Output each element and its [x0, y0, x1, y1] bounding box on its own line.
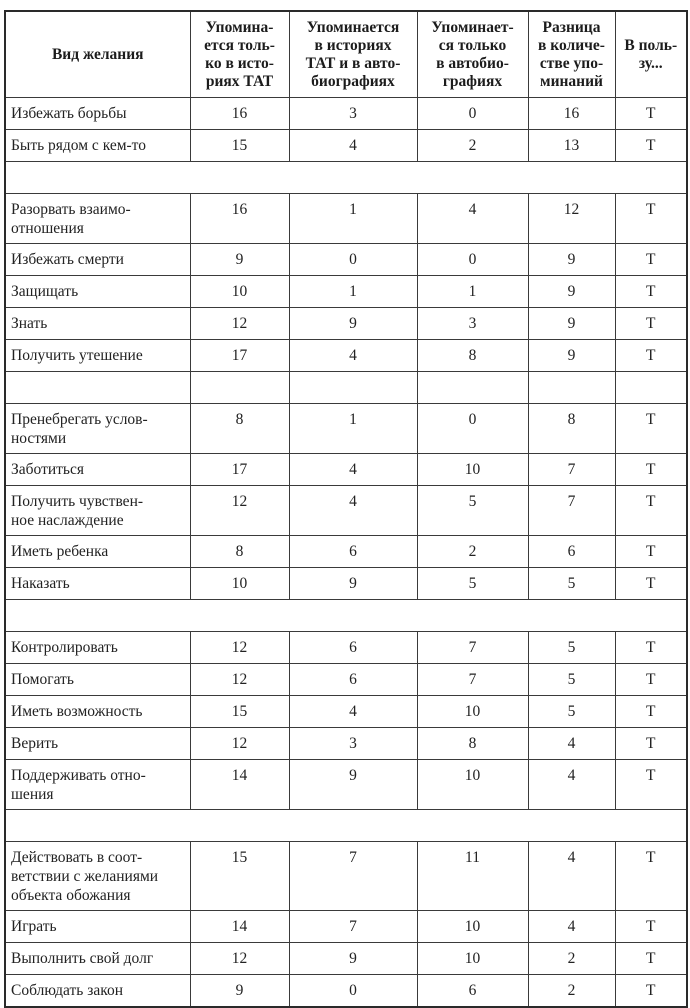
- cell-difference: 9: [528, 244, 615, 276]
- cell-tat-and-autobio: 9: [289, 308, 417, 340]
- cell-autobio-only: 10: [417, 760, 528, 810]
- cell-in-favor: Т: [615, 486, 687, 536]
- table-row: [5, 842, 687, 911]
- empty-cell: [417, 372, 528, 404]
- cell-tat-and-autobio: 9: [289, 760, 417, 810]
- cell-autobio-only: 8: [417, 728, 528, 760]
- empty-cell: [615, 372, 687, 404]
- cell-tat-and-autobio: 4: [289, 340, 417, 372]
- table-row: [5, 130, 687, 162]
- cell-difference: 13: [528, 130, 615, 162]
- header-line: ТАТ и в авто-: [305, 54, 401, 72]
- header-tat-only: [190, 11, 289, 98]
- header-line: минаний: [540, 72, 603, 90]
- group-separator-row: [5, 372, 687, 404]
- cell-difference: 9: [528, 276, 615, 308]
- header-line: В поль-: [624, 36, 678, 54]
- cell-desire-type: [5, 943, 190, 975]
- cell-difference: 7: [528, 454, 615, 486]
- desire-text-line: Пренебрегать услов-: [11, 411, 148, 428]
- empty-cell: [289, 600, 417, 632]
- cell-desire-type: [5, 664, 190, 696]
- empty-cell: [190, 162, 289, 194]
- header-line: Упоминает-: [431, 18, 514, 36]
- header-difference: [528, 11, 615, 98]
- cell-difference: 2: [528, 943, 615, 975]
- cell-tat-only: 17: [190, 340, 289, 372]
- header-line: Упоминается: [306, 18, 400, 36]
- desire-text-line: Контролировать: [11, 639, 118, 656]
- cell-in-favor: Т: [615, 194, 687, 244]
- cell-tat-and-autobio: 7: [289, 911, 417, 943]
- cell-in-favor: Т: [615, 975, 687, 1008]
- cell-desire-type: [5, 760, 190, 810]
- empty-cell: [528, 372, 615, 404]
- cell-difference: 6: [528, 536, 615, 568]
- cell-in-favor: Т: [615, 244, 687, 276]
- empty-cell: [528, 162, 615, 194]
- cell-tat-and-autobio: 4: [289, 486, 417, 536]
- empty-cell: [5, 600, 190, 632]
- header-line: риях ТАТ: [205, 72, 274, 90]
- header-line: биографиях: [311, 72, 395, 90]
- cell-in-favor: Т: [615, 760, 687, 810]
- desire-text-line: Получить чувствен-: [11, 493, 144, 510]
- cell-tat-and-autobio: 0: [289, 244, 417, 276]
- cell-desire-type: [5, 404, 190, 454]
- cell-tat-and-autobio: 6: [289, 664, 417, 696]
- cell-difference: 5: [528, 664, 615, 696]
- empty-cell: [5, 162, 190, 194]
- cell-difference: 8: [528, 404, 615, 454]
- header-line: в количе-: [538, 36, 605, 54]
- header-line: Упомина-: [205, 18, 274, 36]
- desire-text-line: Поддерживать отно-: [11, 767, 146, 784]
- cell-difference: 4: [528, 760, 615, 810]
- cell-in-favor: Т: [615, 308, 687, 340]
- cell-autobio-only: 8: [417, 340, 528, 372]
- desire-text-line: объекта обожания: [11, 887, 131, 904]
- cell-tat-and-autobio: 1: [289, 194, 417, 244]
- cell-in-favor: Т: [615, 632, 687, 664]
- table-row: [5, 664, 687, 696]
- cell-tat-only: 10: [190, 568, 289, 600]
- cell-autobio-only: 7: [417, 664, 528, 696]
- cell-difference: 16: [528, 98, 615, 130]
- cell-tat-only: 9: [190, 244, 289, 276]
- table-row: [5, 536, 687, 568]
- desire-text-line: Получить утешение: [11, 347, 143, 364]
- cell-in-favor: Т: [615, 943, 687, 975]
- empty-cell: [190, 810, 289, 842]
- table-row: [5, 696, 687, 728]
- cell-desire-type: [5, 536, 190, 568]
- desire-text-line: Наказать: [11, 575, 70, 592]
- cell-desire-type: [5, 728, 190, 760]
- cell-in-favor: Т: [615, 130, 687, 162]
- cell-autobio-only: 1: [417, 276, 528, 308]
- table-row: [5, 308, 687, 340]
- cell-tat-and-autobio: 0: [289, 975, 417, 1008]
- cell-autobio-only: 0: [417, 244, 528, 276]
- cell-tat-only: 16: [190, 194, 289, 244]
- cell-difference: 5: [528, 568, 615, 600]
- empty-cell: [417, 600, 528, 632]
- cell-autobio-only: 0: [417, 98, 528, 130]
- cell-desire-type: [5, 454, 190, 486]
- cell-autobio-only: 7: [417, 632, 528, 664]
- cell-desire-type: [5, 308, 190, 340]
- empty-cell: [289, 372, 417, 404]
- cell-tat-only: 12: [190, 664, 289, 696]
- cell-in-favor: Т: [615, 568, 687, 600]
- cell-tat-and-autobio: 6: [289, 632, 417, 664]
- table-row: [5, 486, 687, 536]
- cell-tat-and-autobio: 6: [289, 536, 417, 568]
- desire-text-line: Верить: [11, 735, 59, 752]
- empty-cell: [289, 162, 417, 194]
- cell-desire-type: [5, 244, 190, 276]
- empty-cell: [190, 372, 289, 404]
- desire-text-line: Иметь возможность: [11, 703, 143, 720]
- cell-autobio-only: 6: [417, 975, 528, 1008]
- cell-desire-type: [5, 696, 190, 728]
- desire-text-line: ное наслаждение: [11, 512, 124, 529]
- table-row: [5, 632, 687, 664]
- cell-tat-only: 10: [190, 276, 289, 308]
- cell-autobio-only: 2: [417, 536, 528, 568]
- empty-cell: [190, 600, 289, 632]
- cell-tat-only: 16: [190, 98, 289, 130]
- cell-tat-only: 9: [190, 975, 289, 1008]
- cell-tat-and-autobio: 3: [289, 728, 417, 760]
- table-row: [5, 340, 687, 372]
- cell-tat-and-autobio: 1: [289, 404, 417, 454]
- header-autobio-only: [417, 11, 528, 98]
- cell-tat-and-autobio: 3: [289, 98, 417, 130]
- cell-tat-only: 14: [190, 911, 289, 943]
- cell-tat-and-autobio: 9: [289, 943, 417, 975]
- cell-tat-only: 12: [190, 486, 289, 536]
- desire-text-line: Избежать борьбы: [11, 105, 127, 122]
- cell-autobio-only: 4: [417, 194, 528, 244]
- table-row: [5, 244, 687, 276]
- cell-desire-type: [5, 340, 190, 372]
- header-line: ется толь-: [204, 36, 275, 54]
- table-row: [5, 943, 687, 975]
- cell-autobio-only: 10: [417, 696, 528, 728]
- cell-autobio-only: 10: [417, 943, 528, 975]
- desire-text-line: Иметь ребенка: [11, 543, 109, 560]
- desire-text-line: Избежать смерти: [11, 251, 124, 268]
- cell-autobio-only: 10: [417, 454, 528, 486]
- cell-desire-type: [5, 842, 190, 911]
- header-desire-type: [5, 11, 190, 98]
- group-separator-row: [5, 810, 687, 842]
- cell-autobio-only: 2: [417, 130, 528, 162]
- desire-text-line: шения: [11, 786, 54, 803]
- empty-cell: [615, 162, 687, 194]
- empty-cell: [528, 600, 615, 632]
- cell-desire-type: [5, 130, 190, 162]
- group-separator-row: [5, 600, 687, 632]
- empty-cell: [417, 810, 528, 842]
- group-separator-row: [5, 162, 687, 194]
- empty-cell: [5, 372, 190, 404]
- cell-autobio-only: 0: [417, 404, 528, 454]
- cell-difference: 7: [528, 486, 615, 536]
- empty-cell: [289, 810, 417, 842]
- cell-desire-type: [5, 632, 190, 664]
- cell-in-favor: Т: [615, 664, 687, 696]
- cell-autobio-only: 10: [417, 911, 528, 943]
- desire-text-line: Действовать в соот-: [11, 849, 143, 866]
- cell-tat-only: 12: [190, 943, 289, 975]
- cell-desire-type: [5, 568, 190, 600]
- desire-text-line: отношения: [11, 220, 84, 237]
- table-row: [5, 404, 687, 454]
- table-body: [5, 98, 687, 1008]
- cell-in-favor: Т: [615, 911, 687, 943]
- table-row: [5, 98, 687, 130]
- cell-in-favor: Т: [615, 696, 687, 728]
- cell-in-favor: Т: [615, 728, 687, 760]
- header-tat-and-autobio: [289, 11, 417, 98]
- header-line: ко в исто-: [205, 54, 274, 72]
- cell-tat-and-autobio: 7: [289, 842, 417, 911]
- desire-text-line: Помогать: [11, 671, 74, 688]
- desire-text-line: Играть: [11, 918, 57, 935]
- cell-tat-and-autobio: 4: [289, 696, 417, 728]
- desire-text-line: Знать: [11, 315, 48, 332]
- empty-cell: [615, 810, 687, 842]
- header-in-favor: [615, 11, 687, 98]
- cell-tat-only: 15: [190, 842, 289, 911]
- cell-tat-and-autobio: 1: [289, 276, 417, 308]
- desire-comparison-table: [4, 10, 688, 1008]
- cell-in-favor: Т: [615, 276, 687, 308]
- table-row: [5, 276, 687, 308]
- cell-desire-type: [5, 194, 190, 244]
- cell-in-favor: Т: [615, 842, 687, 911]
- table-row: [5, 911, 687, 943]
- table-header-row: [5, 11, 687, 98]
- empty-cell: [5, 810, 190, 842]
- cell-difference: 9: [528, 340, 615, 372]
- cell-difference: 5: [528, 696, 615, 728]
- cell-tat-and-autobio: 4: [289, 454, 417, 486]
- cell-difference: 4: [528, 842, 615, 911]
- header-line: Разница: [542, 18, 601, 36]
- cell-desire-type: [5, 911, 190, 943]
- cell-in-favor: Т: [615, 340, 687, 372]
- cell-tat-and-autobio: 9: [289, 568, 417, 600]
- desire-text-line: Быть рядом с кем-то: [11, 137, 147, 154]
- header-line: Вид желания: [51, 45, 144, 63]
- empty-cell: [417, 162, 528, 194]
- cell-autobio-only: 11: [417, 842, 528, 911]
- table-row: [5, 568, 687, 600]
- desire-text-line: ностями: [11, 430, 67, 447]
- desire-text-line: Соблюдать закон: [11, 982, 123, 999]
- desire-text-line: ветствии с желаниями: [11, 868, 159, 885]
- desire-text-line: Разорвать взаимо-: [11, 201, 131, 218]
- cell-tat-only: 12: [190, 728, 289, 760]
- empty-cell: [615, 600, 687, 632]
- cell-desire-type: [5, 98, 190, 130]
- cell-in-favor: Т: [615, 536, 687, 568]
- cell-autobio-only: 5: [417, 568, 528, 600]
- cell-difference: 5: [528, 632, 615, 664]
- header-line: стве упо-: [539, 54, 604, 72]
- cell-tat-only: 8: [190, 404, 289, 454]
- header-line: графиях: [442, 72, 503, 90]
- cell-tat-only: 15: [190, 696, 289, 728]
- cell-tat-only: 8: [190, 536, 289, 568]
- cell-autobio-only: 3: [417, 308, 528, 340]
- cell-autobio-only: 5: [417, 486, 528, 536]
- cell-desire-type: [5, 276, 190, 308]
- cell-tat-only: 17: [190, 454, 289, 486]
- table-row: [5, 728, 687, 760]
- cell-tat-only: 15: [190, 130, 289, 162]
- cell-in-favor: Т: [615, 404, 687, 454]
- desire-text-line: Заботиться: [11, 461, 84, 478]
- table-row: [5, 194, 687, 244]
- cell-tat-only: 12: [190, 632, 289, 664]
- header-line: ся только: [438, 36, 507, 54]
- cell-difference: 4: [528, 728, 615, 760]
- cell-desire-type: [5, 975, 190, 1008]
- header-line: в автобио-: [436, 54, 509, 72]
- cell-difference: 9: [528, 308, 615, 340]
- header-line: зу...: [638, 54, 663, 72]
- cell-in-favor: Т: [615, 98, 687, 130]
- cell-desire-type: [5, 486, 190, 536]
- desire-text-line: Выполнить свой долг: [11, 950, 154, 967]
- table-row: [5, 760, 687, 810]
- header-line: в историях: [314, 36, 392, 54]
- table-row: [5, 454, 687, 486]
- cell-tat-and-autobio: 4: [289, 130, 417, 162]
- table-row: [5, 975, 687, 1008]
- desire-text-line: Защищать: [11, 283, 79, 300]
- cell-tat-only: 12: [190, 308, 289, 340]
- cell-difference: 2: [528, 975, 615, 1008]
- empty-cell: [528, 810, 615, 842]
- cell-difference: 12: [528, 194, 615, 244]
- cell-in-favor: Т: [615, 454, 687, 486]
- cell-tat-only: 14: [190, 760, 289, 810]
- cell-difference: 4: [528, 911, 615, 943]
